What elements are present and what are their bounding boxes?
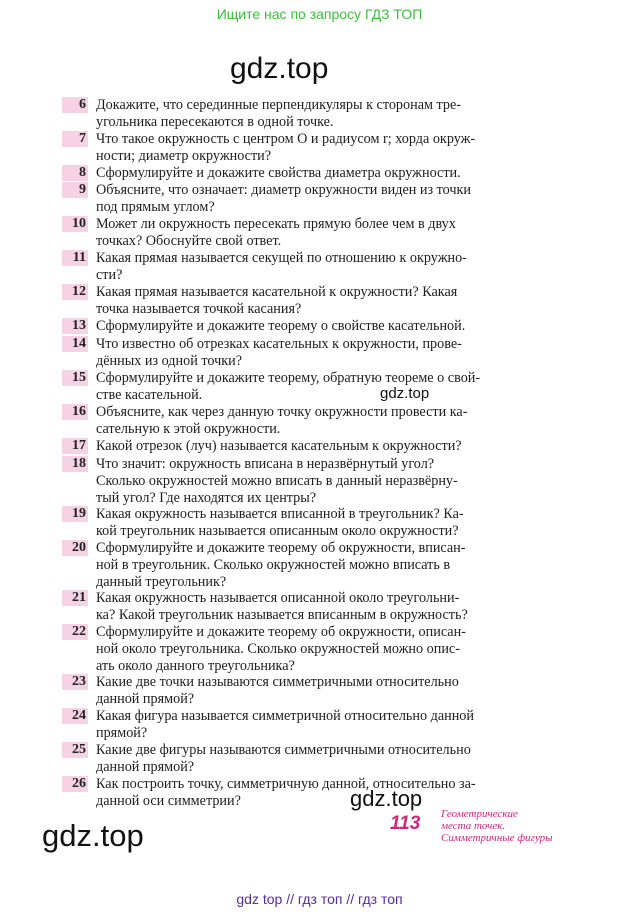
page-number: 113: [390, 813, 421, 834]
question-text: Сформулируйте и докажите теорему об окружности, описан- ной около треугольника. Сколько окружностей можно опис- ать около данного треугольника?: [96, 624, 466, 674]
question-number: 17: [62, 438, 88, 454]
question-number: 25: [62, 742, 88, 758]
question-text: Сформулируйте и докажите теорему об окружности, вписан- ной в треугольник. Сколько окружностей можно вписать в данный треугольник?: [96, 540, 466, 590]
question-number: 12: [62, 284, 88, 300]
question-text: Какая окружность называется описанной около треугольни- ка? Какой треугольник называется вписанным в окружность?: [96, 590, 468, 623]
question-number: 22: [62, 624, 88, 640]
question-text: Докажите, что серединные перпендикуляры к сторонам тре- угольника пересекаются в одной точке.: [96, 97, 462, 130]
question-number: 23: [62, 674, 88, 690]
question-text: Сформулируйте и докажите теорему, обратную теореме о свой- стве касательной.: [96, 370, 481, 403]
footer-links: gdz top // гдз топ // гдз топ: [236, 891, 403, 907]
question-number: 19: [62, 506, 88, 522]
question-number: 18: [62, 456, 88, 472]
section-title: Геометрические места точек. Симметричные фигуры: [441, 808, 553, 844]
question-text: Что известно об отрезках касательных к окружности, прове- дённых из одной точки?: [96, 336, 462, 369]
question-number: 7: [62, 131, 88, 147]
question-number: 14: [62, 336, 88, 352]
question-number: 21: [62, 590, 88, 606]
question-text: Может ли окружность пересекать прямую более чем в двух точках? Обоснуйте свой ответ.: [96, 216, 456, 249]
question-number: 13: [62, 318, 88, 334]
question-text: Какие две точки называются симметричными относительно данной прямой?: [96, 674, 459, 707]
question-text: Какая фигура называется симметричной относительно данной прямой?: [96, 708, 474, 741]
question-text: Какая прямая называется секущей по отношению к окружно- сти?: [96, 250, 467, 283]
question-number: 16: [62, 404, 88, 420]
question-text: Сформулируйте и докажите свойства диаметра окружности.: [96, 165, 461, 181]
question-text: Какой отрезок (луч) называется касательным к окружности?: [96, 438, 462, 454]
watermark-bottom-small: gdz.top: [350, 786, 423, 811]
question-text: Какая прямая называется касательной к окружности? Какая точка называется точкой касания?: [96, 284, 458, 317]
question-text: Как построить точку, симметричную данной, относительно за- данной оси симметрии?: [96, 776, 476, 809]
question-number: 24: [62, 708, 88, 724]
question-number: 11: [62, 250, 88, 266]
question-number: 20: [62, 540, 88, 556]
question-number: 10: [62, 216, 88, 232]
question-text: Объясните, что означает: диаметр окружности виден из точки под прямым углом?: [96, 182, 471, 215]
question-number: 9: [62, 182, 88, 198]
question-number: 6: [62, 97, 88, 113]
watermark-main: gdz.top: [230, 52, 329, 85]
question-text: Объясните, как через данную точку окружности провести ка- сательную к этой окружности.: [96, 404, 468, 437]
question-number: 26: [62, 776, 88, 792]
question-number: 15: [62, 370, 88, 386]
question-text: Что значит: окружность вписана в неразвёрнутый угол? Сколько окружностей можно вписать в данный неразвёрну- тый угол? Где находятся их центры?: [96, 456, 458, 506]
question-text: Что такое окружность с центром O и радиусом r; хорда окруж- ности; диаметр окружности?: [96, 131, 476, 164]
question-number: 8: [62, 165, 88, 181]
watermark-mid: gdz.top: [380, 385, 430, 402]
watermark-bottom-big: gdz.top: [42, 818, 144, 853]
question-text: Какие две фигуры называются симметричными относительно данной прямой?: [96, 742, 471, 775]
question-text: Какая окружность называется вписанной в треугольник? Ка- кой треугольник называется описанным около окружности?: [96, 506, 464, 539]
question-text: Сформулируйте и докажите теорему о свойстве касательной.: [96, 318, 466, 334]
top-banner: Ищите нас по запросу ГДЗ ТОП: [216, 6, 423, 22]
